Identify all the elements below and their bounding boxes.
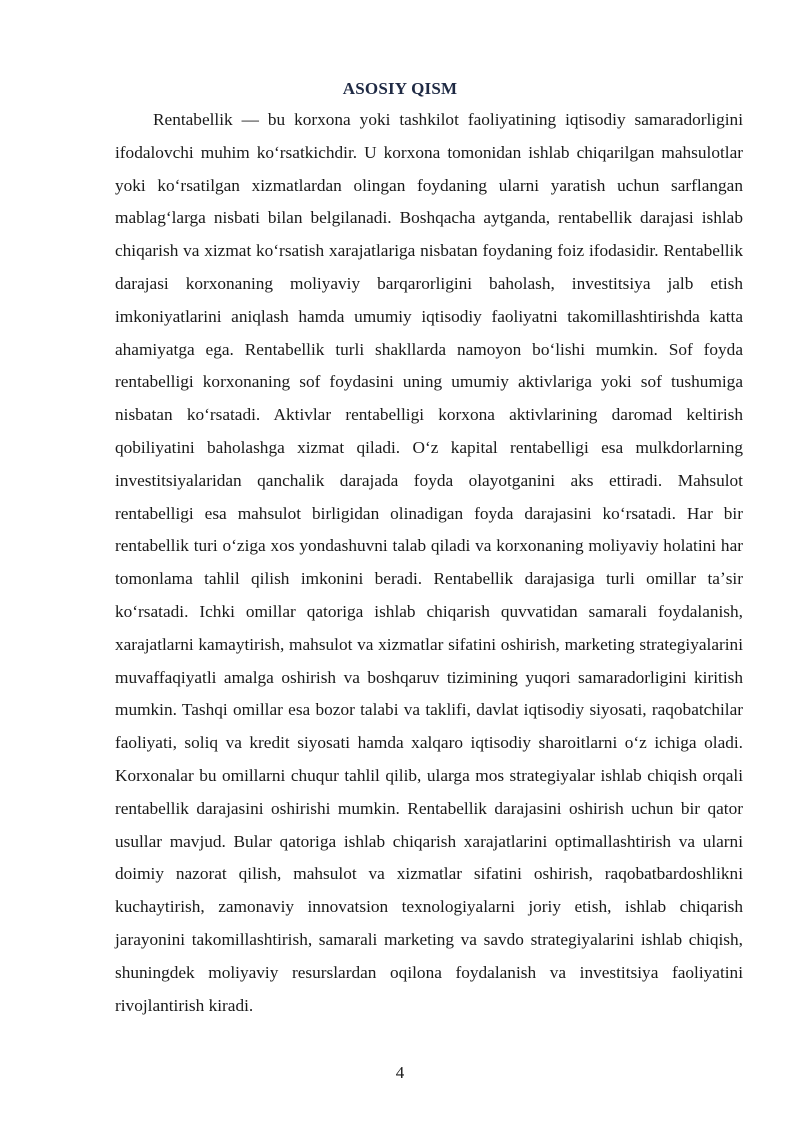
section-heading: ASOSIY QISM bbox=[342, 79, 458, 98]
body-paragraph: Rentabellik — bu korxona yoki tashkilot faoliyatining iqtisodiy samaradorligini ifodalovchi muhim koʻrsatkichdir. U korxona tomonidan ishlab chiqarilgan mahsulotlar yoki koʻrsatilgan xizmatlardan olingan foydaning ularni yaratish uchun sarflangan mablagʻlarga nisbati bilan belgilanadi. Boshqacha aytganda, rentabellik darajasi ishlab chiqarish va xizmat koʻrsatish xarajatlariga nisbatan foydaning foiz ifodasidir. Rentabellik darajasi korxonaning moliyaviy barqarorligini baholash, investitsiya jalb etish imkoniyatlarini aniqlash hamda umumiy iqtisodiy faoliyatni takomillashtirishda katta ahamiyatga ega. Rentabellik turli shakllarda namoyon boʻlishi mumkin. Sof foyda rentabelligi korxonaning sof foydasini uning umumiy aktivlariga yoki sof tushumiga nisbatan koʻrsatadi. Aktivlar rentabelligi korxona aktivlarining daromad keltirish qobiliyatini baholashga xizmat qiladi. Oʻz kapital rentabelligi esa mulkdorlarning investitsiyalaridan qanchalik darajada foyda olayotganini aks ettiradi. Mahsulot rentabelligi esa mahsulot birligidan olinadigan foyda darajasini koʻrsatadi. Har bir rentabellik turi oʻziga xos yondashuvni talab qiladi va korxonaning moliyaviy holatini har tomonlama tahlil qilish imkonini beradi. Rentabellik darajasiga turli omillar taʼsir koʻrsatadi. Ichki omillar qatoriga ishlab chiqarish quvvatidan samarali foydalanish, xarajatlarni kamaytirish, mahsulot va xizmatlar sifatini oshirish, marketing strategiyalarini muvaffaqiyatli amalga oshirish va boshqaruv tizimining yuqori samaradorligini kiritish mumkin. Tashqi omillar esa bozor talabi va taklifi, davlat iqtisodiy siyosati, raqobatchilar faoliyati, soliq va kredit siyosati hamda xalqaro iqtisodiy sharoitlarni oʻz ichiga oladi. Korxonalar bu omillarni chuqur tahlil qilib, ularga mos strategiyalar ishlab chiqish orqali rentabellik darajasini oshirishi mumkin. Rentabellik darajasini oshirish uchun bir qator usullar mavjud. Bular qatoriga ishlab chiqarish xarajatlarini optimallashtirish va ularni doimiy nazorat qilish, mahsulot va xizmatlar sifatini oshirish, raqobatbardoshlikni kuchaytirish, zamonaviy innovatsion texnologiyalarni joriy etish, ishlab chiqarish jarayonini takomillashtirish, samarali marketing va savdo strategiyalarini ishlab chiqish, shuningdek moliyaviy resurslardan oqilona foydalanish va investitsiya faoliyatini rivojlantirish kiradi. bbox=[115, 110, 743, 1015]
page-number: 4 bbox=[395, 1063, 405, 1082]
